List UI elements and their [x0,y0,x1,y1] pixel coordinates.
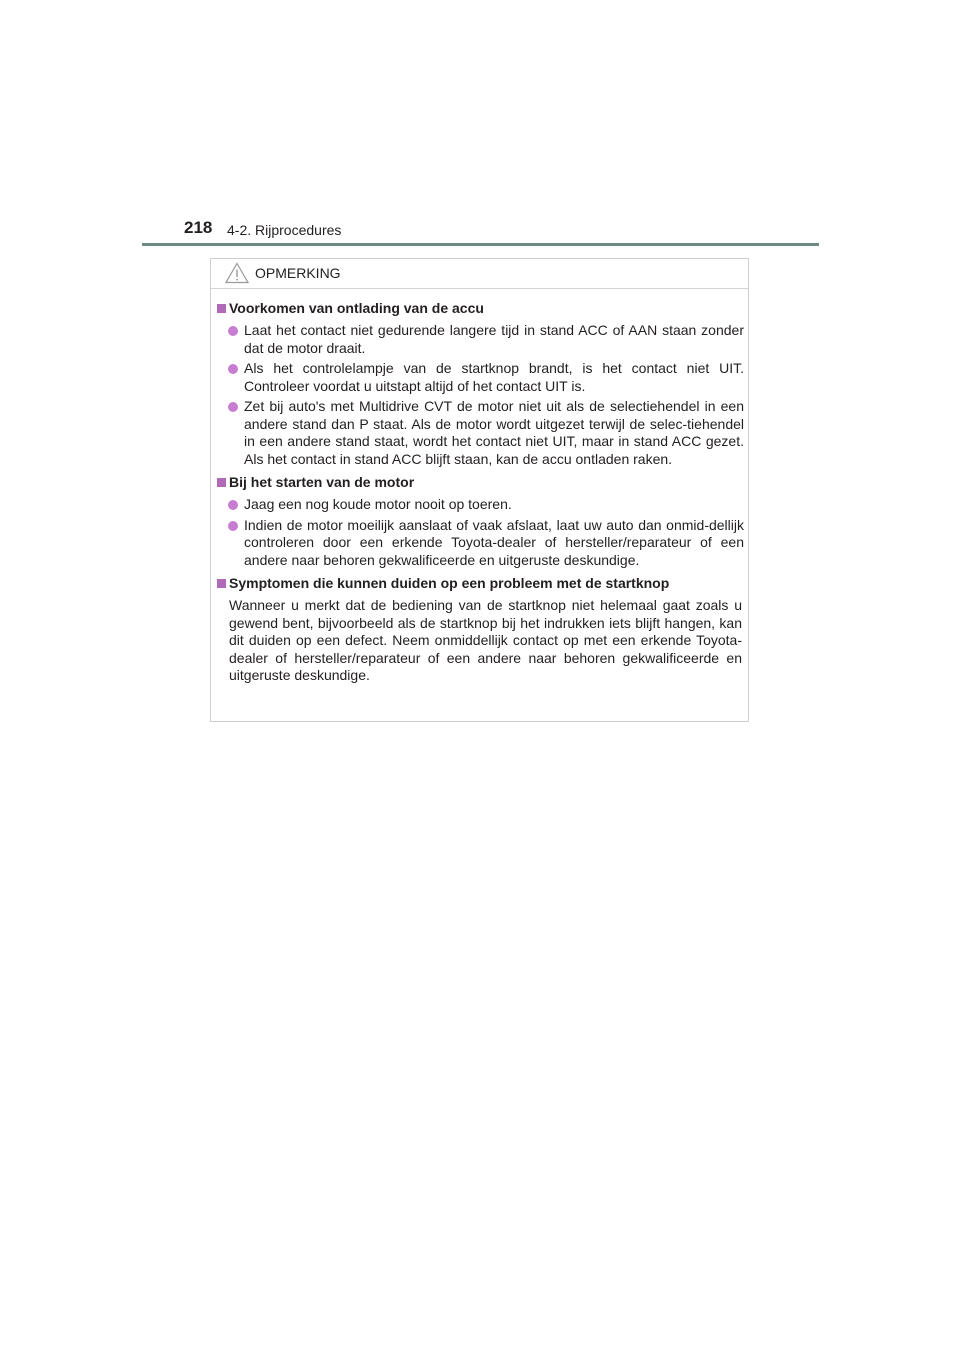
section-battery-discharge [217,300,744,468]
notice-body [217,300,744,691]
square-bullet-icon [217,579,226,588]
notice-box [210,258,749,722]
list-item [217,322,744,357]
section-title: 4-2. Rijprocedures [227,222,342,238]
list-item [217,398,744,468]
list-item-text: Jaag een nog koude motor nooit op toeren. [244,496,512,512]
circle-bullet-icon [228,521,238,531]
notice-header [211,259,748,289]
section-heading [217,300,744,317]
list-item [217,517,744,570]
circle-bullet-icon [228,500,238,510]
section-heading [217,474,744,491]
section-heading-text: Symptomen die kunnen duiden op een probleem met de startknop [229,575,670,591]
list-item [217,360,744,395]
list-item-text: Als het controlelampje van de startknop brandt, is het contact niet UIT. Controleer voordat u uitstapt altijd of het contact UIT is. [244,360,744,394]
square-bullet-icon [217,478,226,487]
circle-bullet-icon [228,402,238,412]
section-engine-start [217,474,744,569]
list-item-text: Indien de motor moeilijk aanslaat of vaak afslaat, laat uw auto dan onmid-dellijk controleren door een erkende Toyota-dealer of hersteller/reparateur of een andere naar behoren gekwalificeerde en uitgeruste deskundige. [244,516,744,568]
square-bullet-icon [217,304,226,313]
list-item-text: Laat het contact niet gedurende langere tijd in stand ACC of AAN staan zonder dat de motor draait. [244,322,744,356]
section-heading-text: Voorkomen van ontlading van de accu [229,300,484,316]
page-header [184,214,824,248]
section-paragraph: Wanneer u merkt dat de bediening van de startknop niet helemaal gaat zoals u gewend bent, bijvoorbeeld als de startknop bij het indrukken iets blijft hangen, kan dit duiden op een defect. Neem onmiddellijk contact op met een erkende Toyota-dealer of hersteller/reparateur of een andere naar behoren gekwalificeerde en uitgeruste deskundige. [229,597,742,683]
circle-bullet-icon [228,364,238,374]
list-item-text: Zet bij auto's met Multidrive CVT de motor niet uit als de selectiehendel in een andere stand dan P staat. Als de motor wordt uitgezet terwijl de selec-tiehendel in een andere stand staat, wordt het contact niet UIT, maar in stand ACC gezet. Als het contact in stand ACC blijft staan, kan de accu ontladen raken. [244,398,744,467]
page-number: 218 [184,218,213,237]
section-start-button-symptoms [217,575,744,685]
section-heading [217,575,744,592]
warning-triangle-icon [225,262,249,284]
notice-title: OPMERKING [255,265,341,281]
list-item [217,496,744,514]
section-heading-text: Bij het starten van de motor [229,474,415,490]
circle-bullet-icon [228,326,238,336]
header-divider [142,243,819,246]
